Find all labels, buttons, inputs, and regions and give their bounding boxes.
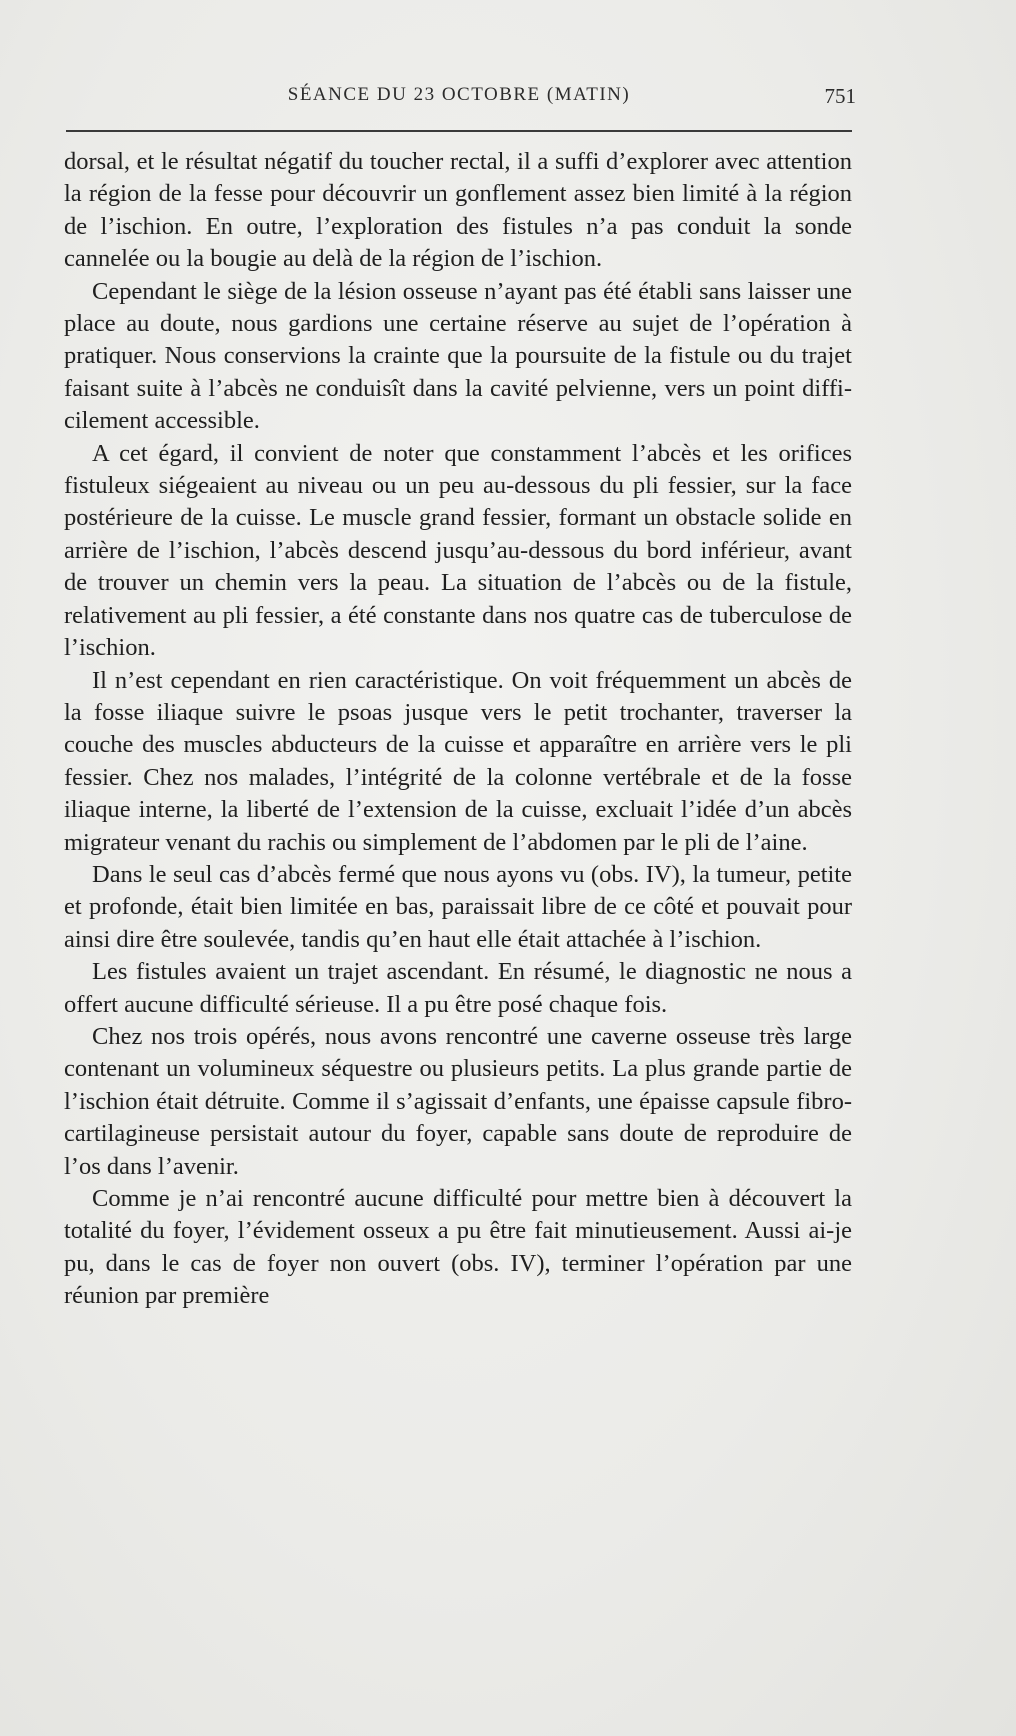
- running-head: SÉANCE DU 23 OCTOBRE (MATIN): [287, 84, 631, 105]
- paragraph: Il n’est cependant en rien caractéristique. On voit fréquemment un abcès de la fosse iliaque suivre le psoas jusque vers le petit trochanter, traverser la couche des muscles abducteurs de la cuisse et apparaître en arrière vers le pli fessier. Chez nos malades, l’intégrité de la colonne vertébrale et de la fosse iliaque interne, la liberté de l’extension de la cuisse, excluait l’idée d’un abcès migrateur venant du rachis ou simplement de l’abdomen par le pli de l’aine.: [64, 666, 852, 856]
- paragraph: A cet égard, il convient de noter que constamment l’abcès et les orifices fistuleux siégeaient au niveau ou un peu au-dessous du pli fessier, sur la face postérieure de la cuisse. Le muscle grand fessier, formant un obstacle solide en arrière de l’ischion, l’abcès descend jusqu’au-dessous du bord inférieur, avant de trouver un chemin vers la peau. La situation de l’abcès ou de la fistule, relativement au pli fessier, a été constante dans nos quatre cas de tuberculose de l’ischion.: [64, 439, 852, 662]
- body-text: [64, 146, 852, 1313]
- header-rule: [66, 130, 852, 132]
- paragraph-continued: dorsal, et le résultat négatif du toucher rectal, il a suffi d’explorer avec attention la région de la fesse pour découvrir un gonflement assez bien limité à la région de l’ischion. En outre, l’exploration des fistules n’a pas conduit la sonde cannelée ou la bougie au delà de la région de l’ischion.: [64, 148, 852, 273]
- paragraph: Les fistules avaient un trajet ascendant. En résumé, le diagnostic ne nous a offert aucune difficulté sérieuse. Il a pu être posé chaque fois.: [64, 958, 852, 1018]
- paragraph: Comme je n’ai rencontré aucune difficulté pour mettre bien à découvert la totalité du foyer, l’évidement osseux a pu être fait minutieusement. Aussi ai-je pu, dans le cas de foyer non ouvert (obs. IV), terminer l’opération par une réunion par première: [64, 1185, 852, 1310]
- page-number: 751: [824, 84, 856, 108]
- page-header: [66, 84, 856, 112]
- paragraph: Chez nos trois opérés, nous avons rencontré une caverne osseuse très large contenant un volumineux séquestre ou plusieurs petits. La plus grande partie de l’ischion était détruite. Comme il s’agissait d’enfants, une épaisse capsule fibro-cartilagineuse persistait autour du foyer, capable sans doute de reproduire de l’os dans l’avenir.: [64, 1022, 852, 1180]
- paragraph: Cependant le siège de la lésion osseuse n’ayant pas été établi sans laisser une place au doute, nous gardions une certaine réserve au sujet de l’opération à pratiquer. Nous conservions la crainte que la poursuite de la fistule ou du trajet faisant suite à l’abcès ne conduisît dans la cavité pelvienne, vers un point difficilement accessible.: [64, 277, 852, 435]
- paragraph: Dans le seul cas d’abcès fermé que nous ayons vu (obs. IV), la tumeur, petite et profonde, était bien limitée en bas, paraissait libre de ce côté et pouvait pour ainsi dire être soulevée, tandis qu’en haut elle était attachée à l’ischion.: [64, 860, 852, 953]
